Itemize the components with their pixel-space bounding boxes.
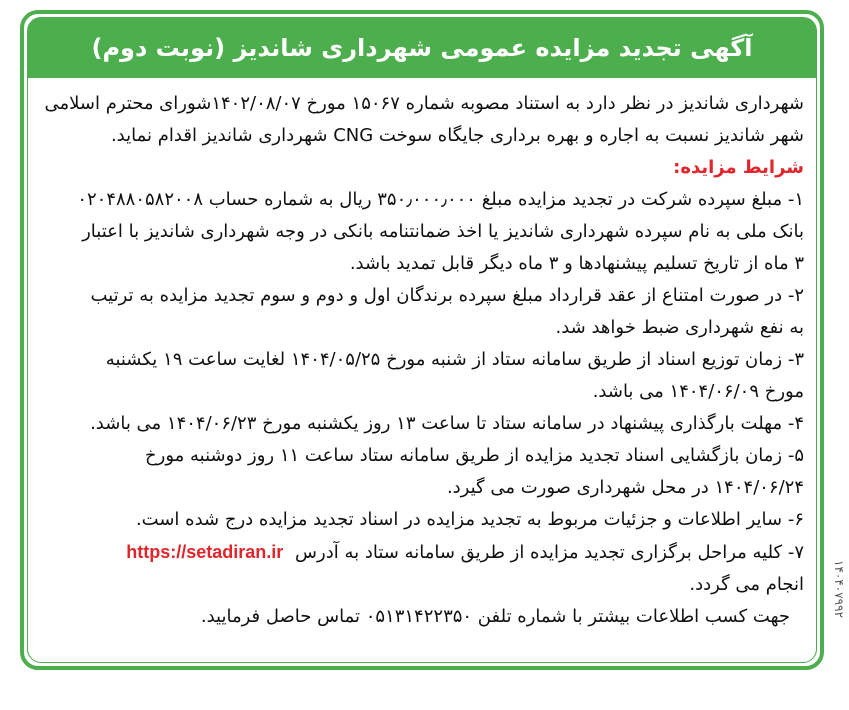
condition-line: بانک ملی به نام سپرده شهرداری شاندیز یا اخذ ضمانتنامه بانکی در وجه شهرداری شاندیز با اعتبار	[82, 221, 804, 242]
condition-line: ۱۴۰۴/۰۶/۲۴ در محل شهرداری صورت می گیرد.	[446, 477, 804, 498]
condition-line: ۵- زمان بازگشایی اسناد تجدید مزایده از طریق سامانه ستاد ساعت ۱۱ روز دوشنبه مورخ	[145, 445, 804, 466]
condition-line: ۳ ماه از تاریخ تسلیم پیشنهادها و ۳ ماه دیگر قابل تمدید باشد.	[349, 253, 804, 274]
intro-line: شهر شاندیز نسبت به اجاره و بهره برداری جایگاه سوخت CNG شهرداری شاندیز اقدام نماید.	[110, 125, 804, 146]
condition-line: به نفع شهرداری ضبط خواهد شد.	[555, 317, 804, 338]
ad-frame	[20, 10, 824, 670]
condition-line-7	[40, 536, 804, 569]
condition-line: ۶- سایر اطلاعات و جزئیات مربوط به تجدید مزایده در اسناد تجدید مزایده درج شده است.	[135, 509, 804, 530]
contact-line: جهت کسب اطلاعات بیشتر با شماره تلفن ۰۵۱۳۱۴۲۲۳۵۰ تماس حاصل فرمایید.	[200, 606, 790, 627]
item7-text: ۷- کلیه مراحل برگزاری تجدید مزایده از طریق سامانه ستاد به آدرس	[295, 542, 804, 563]
ad-body	[28, 78, 816, 653]
condition-line: ۴- مهلت بارگذاری پیشنهاد در سامانه ستاد تا ساعت ۱۳ روز یکشنبه مورخ ۱۴۰۴/۰۶/۲۳ می باشد.	[90, 413, 804, 434]
conditions-heading: شرایط مزایده:	[673, 157, 804, 178]
setadiran-link[interactable]: https://setadiran.ir	[126, 542, 284, 562]
condition-line: مورخ ۱۴۰۴/۰۶/۰۹ می باشد.	[592, 381, 804, 402]
side-code: ۱۴۰۴۰۷۹۹۲	[832, 560, 846, 619]
condition-line: ۳- زمان توزیع اسناد از طریق سامانه ستاد از شنبه مورخ ۱۴۰۴/۰۵/۲۵ لغایت ساعت ۱۹ یکشنبه	[105, 349, 804, 370]
condition-line: ۲- در صورت امتناع از عقد قرارداد مبلغ سپرده برندگان اول و دوم و سوم تجدید مزایده به ترتیب	[90, 285, 804, 306]
condition-line: ۱- مبلغ سپرده شرکت در تجدید مزایده مبلغ ۳۵۰٫۰۰۰٫۰۰۰ ریال به شماره حساب ۰۲۰۴۸۸۰۵۸۲۰۰۸	[77, 189, 804, 210]
ad-inner-frame	[27, 17, 817, 663]
intro-line: شهرداری شاندیز در نظر دارد به استناد مصوبه شماره ۱۵۰۶۷ مورخ ۱۴۰۲/۰۸/۰۷شورای محترم اسلامی	[44, 93, 804, 114]
ad-title: آگهی تجدید مزایده عمومی شهرداری شاندیز (نوبت دوم)	[91, 34, 753, 62]
condition-line: انجام می گردد.	[689, 574, 804, 595]
ad-header	[28, 18, 816, 78]
